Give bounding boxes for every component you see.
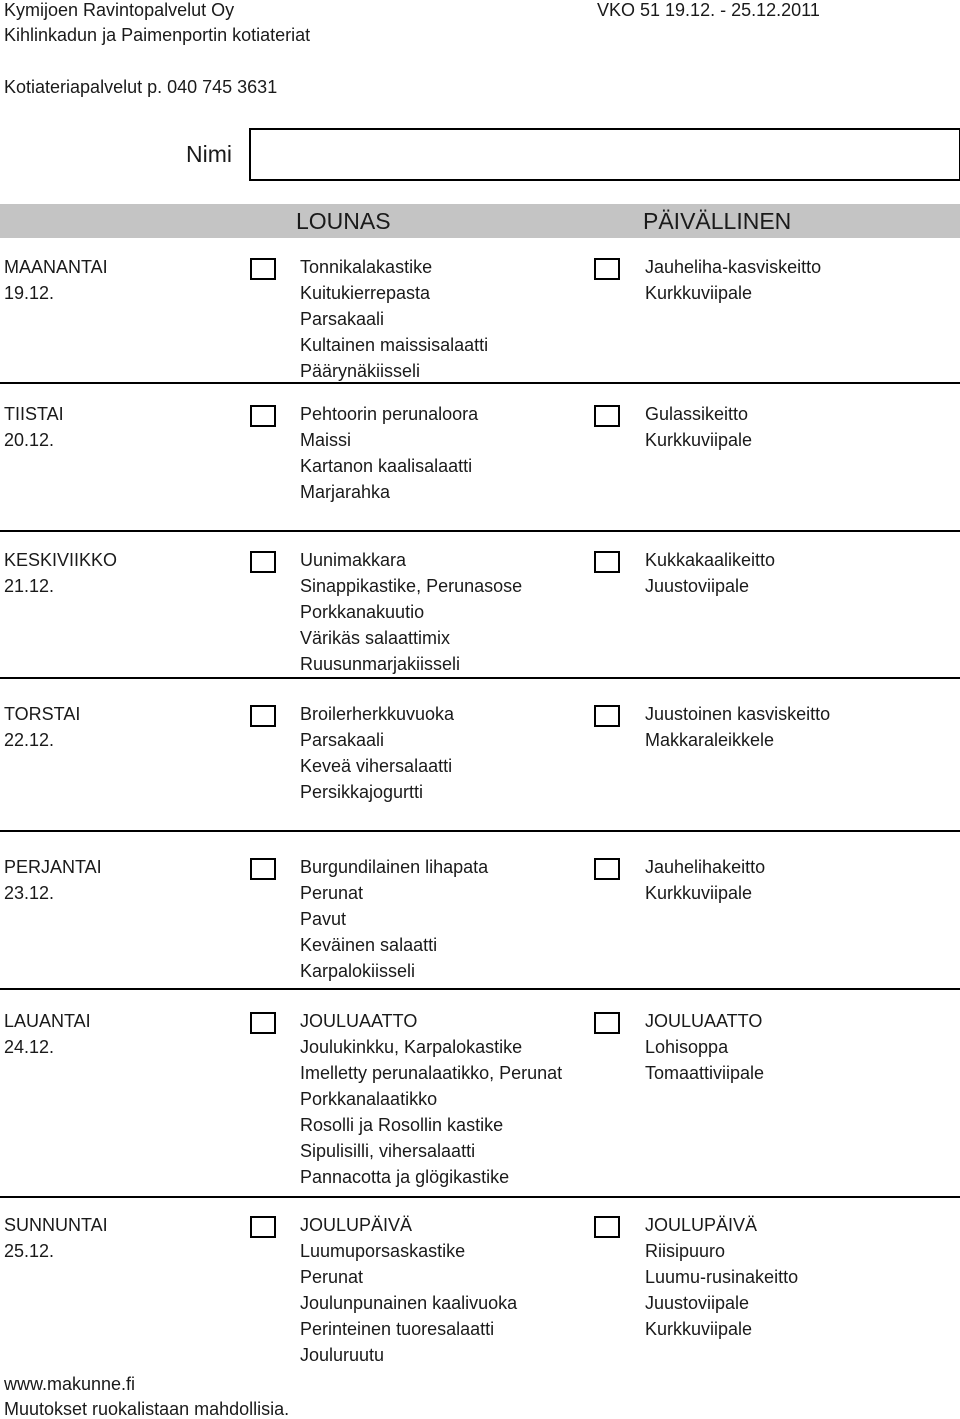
company-name: Kymijoen Ravintopalvelut Oy	[4, 0, 235, 20]
lunch-item: Kartanon kaalisalaatti	[300, 456, 473, 476]
day-separator	[0, 988, 960, 990]
day-date: 24.12.	[4, 1037, 55, 1057]
lunch-column-heading: LOUNAS	[296, 208, 391, 234]
dinner-items	[645, 1215, 798, 1345]
lunch-item: Perinteinen tuoresalaatti	[300, 1319, 495, 1339]
day-name: TORSTAI	[4, 704, 81, 724]
day-date: 23.12.	[4, 883, 55, 903]
dinner-order-checkbox[interactable]	[594, 858, 620, 880]
day-name: PERJANTAI	[4, 857, 102, 877]
lunch-order-checkbox[interactable]	[250, 405, 276, 427]
lunch-item: JOULUAATTO	[300, 1011, 418, 1031]
lunch-item: Keväinen salaatti	[300, 935, 438, 955]
dinner-item: Makkaraleikkele	[645, 730, 775, 750]
lunch-item: Burgundilainen lihapata	[300, 857, 489, 877]
dinner-item: JOULUPÄIVÄ	[645, 1215, 758, 1235]
dinner-order-checkbox[interactable]	[594, 1216, 620, 1238]
dinner-item: Kurkkuviipale	[645, 283, 753, 303]
lunch-item: Joulukinkku, Karpalokastike	[300, 1037, 523, 1057]
lunch-items	[300, 404, 478, 508]
day-date: 21.12.	[4, 576, 55, 596]
week-label: VKO 51 19.12. - 25.12.2011	[597, 0, 820, 20]
dinner-item: Jauhelihakeitto	[645, 857, 766, 877]
dinner-item: Tomaattiviipale	[645, 1063, 765, 1083]
dinner-order-checkbox[interactable]	[594, 551, 620, 573]
lunch-item: Parsakaali	[300, 730, 385, 750]
column-header-band	[0, 204, 960, 238]
lunch-item: Värikäs salaattimix	[300, 628, 451, 648]
lunch-item: Jouluruutu	[300, 1345, 385, 1365]
dinner-order-checkbox[interactable]	[594, 705, 620, 727]
dinner-item: Lohisoppa	[645, 1037, 729, 1057]
lunch-item: Imelletty perunalaatikko, Perunat	[300, 1063, 563, 1083]
lunch-items	[300, 1011, 562, 1193]
lunch-item: Luumuporsaskastike	[300, 1241, 466, 1261]
dinner-item: Jauheliha-kasviskeitto	[645, 257, 822, 277]
day-date: 19.12.	[4, 283, 55, 303]
lunch-item: Tonnikalakastike	[300, 257, 433, 277]
dinner-item: Kukkakaalikeitto	[645, 550, 776, 570]
lunch-item: Perunat	[300, 883, 364, 903]
lunch-item: Uunimakkara	[300, 550, 407, 570]
day-name: KESKIVIIKKO	[4, 550, 118, 570]
lunch-item: Rosolli ja Rosollin kastike	[300, 1115, 504, 1135]
lunch-order-checkbox[interactable]	[250, 705, 276, 727]
day-name: TIISTAI	[4, 404, 64, 424]
lunch-item: Porkkanalaatikko	[300, 1089, 438, 1109]
dinner-item: JOULUAATTO	[645, 1011, 763, 1031]
lunch-item: Pehtoorin perunaloora	[300, 404, 479, 424]
day-separator	[0, 830, 960, 832]
lunch-item: Sinappikastike, Perunasose	[300, 576, 523, 596]
lunch-items	[300, 550, 522, 680]
dinner-items	[645, 404, 752, 456]
lunch-order-checkbox[interactable]	[250, 551, 276, 573]
lunch-items	[300, 257, 488, 387]
lunch-item: Karpalokiisseli	[300, 961, 416, 981]
dinner-items	[645, 704, 830, 756]
lunch-item: Kultainen maissisalaatti	[300, 335, 489, 355]
dinner-item: Kurkkuviipale	[645, 1319, 753, 1339]
dinner-order-checkbox[interactable]	[594, 1012, 620, 1034]
day-separator	[0, 530, 960, 532]
dinner-order-checkbox[interactable]	[594, 258, 620, 280]
lunch-item: Parsakaali	[300, 309, 385, 329]
day-separator	[0, 1196, 960, 1198]
dinner-item: Kurkkuviipale	[645, 430, 753, 450]
dinner-item: Luumu-rusinakeitto	[645, 1267, 799, 1287]
lunch-item: Maissi	[300, 430, 352, 450]
location-title: Kihlinkadun ja Paimenportin kotiateriat	[4, 25, 311, 45]
lunch-item: Marjarahka	[300, 482, 391, 502]
lunch-item: Ruusunmarjakiisseli	[300, 654, 461, 674]
day-date: 22.12.	[4, 730, 55, 750]
lunch-item: Keveä vihersalaatti	[300, 756, 453, 776]
lunch-item: JOULUPÄIVÄ	[300, 1215, 413, 1235]
lunch-order-checkbox[interactable]	[250, 1012, 276, 1034]
dinner-items	[645, 857, 765, 909]
dinner-item: Kurkkuviipale	[645, 883, 753, 903]
day-name: SUNNUNTAI	[4, 1215, 108, 1235]
lunch-order-checkbox[interactable]	[250, 258, 276, 280]
dinner-item: Gulassikeitto	[645, 404, 749, 424]
lunch-item: Perunat	[300, 1267, 364, 1287]
website-link[interactable]: www.makunne.fi	[4, 1374, 136, 1394]
lunch-item: Kuitukierrepasta	[300, 283, 431, 303]
lunch-item: Joulunpunainen kaalivuoka	[300, 1293, 518, 1313]
lunch-item: Porkkanakuutio	[300, 602, 425, 622]
dinner-items	[645, 257, 821, 309]
day-name: LAUANTAI	[4, 1011, 91, 1031]
lunch-order-checkbox[interactable]	[250, 858, 276, 880]
dinner-item: Juustoviipale	[645, 1293, 750, 1313]
lunch-item: Persikkajogurtti	[300, 782, 424, 802]
dinner-column-heading: PÄIVÄLLINEN	[643, 208, 792, 234]
lunch-order-checkbox[interactable]	[250, 1216, 276, 1238]
lunch-item: Broilerherkkuvuoka	[300, 704, 455, 724]
name-label: Nimi	[186, 141, 232, 167]
lunch-items	[300, 704, 454, 808]
lunch-item: Pannacotta ja glögikastike	[300, 1167, 510, 1187]
day-date: 20.12.	[4, 430, 55, 450]
day-date: 25.12.	[4, 1241, 55, 1261]
lunch-items	[300, 857, 488, 987]
lunch-item: Sipulisilli, vihersalaatti	[300, 1141, 476, 1161]
lunch-item: Päärynäkiisseli	[300, 361, 421, 381]
dinner-item: Juustoinen kasviskeitto	[645, 704, 831, 724]
dinner-items	[645, 550, 775, 602]
day-separator	[0, 677, 960, 679]
dinner-item: Juustoviipale	[645, 576, 750, 596]
dinner-items	[645, 1011, 764, 1089]
lunch-items	[300, 1215, 517, 1371]
lunch-item: Pavut	[300, 909, 347, 929]
dinner-order-checkbox[interactable]	[594, 405, 620, 427]
change-notice: Muutokset ruokalistaan mahdollisia.	[4, 1399, 290, 1419]
name-input-box[interactable]	[249, 128, 960, 181]
contact-info: Kotiateriapalvelut p. 040 745 3631	[4, 77, 278, 97]
day-name: MAANANTAI	[4, 257, 108, 277]
day-separator	[0, 382, 960, 384]
dinner-item: Riisipuuro	[645, 1241, 726, 1261]
